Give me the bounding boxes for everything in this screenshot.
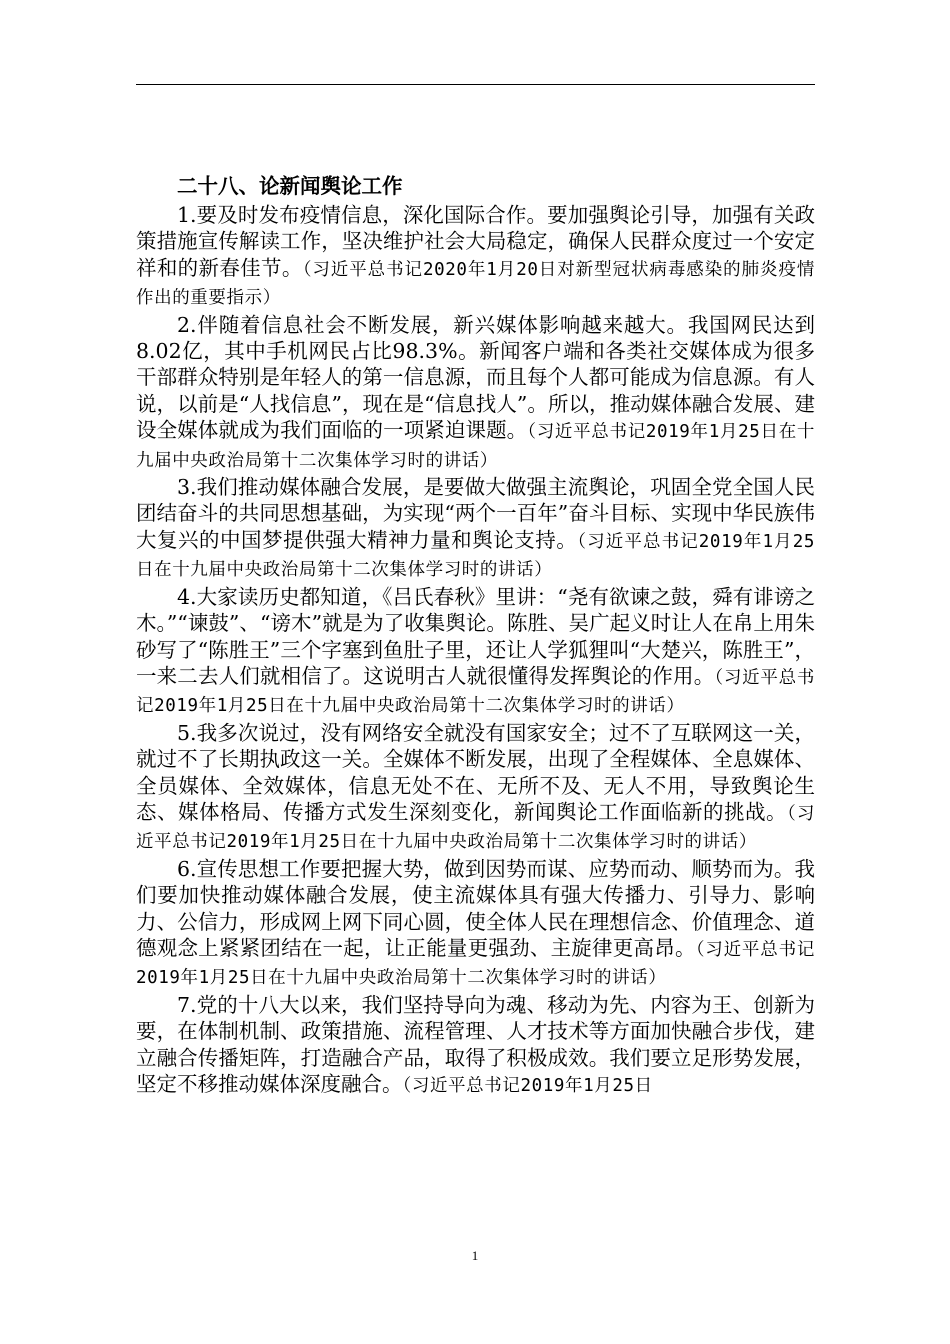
paragraph-6 [136,856,815,992]
paragraph-text: 3.我们推动媒体融合发展，是要做大做强主流舆论，巩固全党全国人民团结奋斗的共同思想基础，为实现“两个一百年”奋斗目标、实现中华民族伟大复兴的中国梦提供强大精神力量和舆论支持。 [136,475,815,552]
paragraph-text: 6.宣传思想工作要把握大势，做到因势而谋、应势而动、顺势而为。我们要加快推动媒体融合发展，使主流媒体具有强大传播力、引导力、影响力、公信力，形成网上网下同心圆，使全体人民在理想信念、价值理念、道德观念上紧紧团结在一起，让正能量更强劲、主旋律更高昂。 [136,856,815,960]
paragraph-5 [136,720,815,856]
paragraph-citation: （习近平总书记2019年1月25日在十九届中央政治局第十二次集体学习时的讲话） [136,667,816,717]
paragraph-7 [136,992,815,1100]
paragraph-text: 1.要及时发布疫情信息，深化国际合作。要加强舆论引导，加强有关政策措施宣传解读工作，坚决维护社会大局稳定，确保人民群众度过一个安定祥和的新春佳节。 [136,203,815,280]
paragraph-text: 7.党的十八大以来，我们坚持导向为魂、移动为先、内容为王、创新为要，在体制机制、政策措施、流程管理、人才技术等方面加快融合步伐，建立融合传播矩阵，打造融合产品，取得了积极成效。我们要立足形势发展，坚定不移推动媒体深度融合。 [136,992,815,1096]
paragraph-citation: （习近平总书记2020年1月20日对新型冠状病毒感染的肺炎疫情作出的重要指示） [136,259,815,309]
paragraph-citation: （习近平总书记2019年1月25日在十九届中央政治局第十二次集体学习时的讲话） [136,939,816,989]
paragraph-3 [136,474,815,584]
paragraph-citation: （习近平总书记2019年1月25日在十九届中央政治局第十二次集体学习时的讲话） [136,422,815,471]
paragraph-2 [136,312,815,474]
document-body [136,170,815,1099]
paragraph-text: 2.伴随着信息社会不断发展，新兴媒体影响越来越大。我国网民达到8.02亿，其中手机网民占比98.3%。新闻客户端和各类社交媒体成为很多干部群众特别是年轻人的第一信息源，而且每个人都可能成为信息源。有人说，以前是“人找信息”，现在是“信息找人”。所以，推动媒体融合发展、建设全媒体就成为我们面临的一项紧迫课题。 [136,312,815,443]
paragraph-text: 4.大家读历史都知道，《吕氏春秋》里讲：“尧有欲谏之鼓，舜有诽谤之木。”“谏鼓”、“谤木”就是为了收集舆论。陈胜、吴广起义时让人在帛上用朱砂写了“陈胜王”三个字塞到鱼肚子里，还让人学狐狸叫“大楚兴，陈胜王”，一来二去人们就相信了。这说明古人就很懂得发挥舆论的作用。 [136,584,815,688]
paragraph-1 [136,202,815,312]
paragraph-citation: （习近平总书记2019年1月25日在十九届中央政治局第十二次集体学习时的讲话） [136,803,815,853]
paragraph-citation: （习近平总书记2019年1月25日 [402,1076,653,1096]
section-title: 二十八、论新闻舆论工作 [177,174,403,198]
page-number: 1 [471,1248,479,1263]
paragraph-text: 5.我多次说过，没有网络安全就没有国家安全；过不了互联网这一关，就过不了长期执政这一关。全媒体不断发展，出现了全程媒体、全息媒体、全员媒体、全效媒体，信息无处不在、无所不及、无人不用，导致舆论生态、媒体格局、传播方式发生深刻变化，新闻舆论工作面临新的挑战。 [136,720,815,824]
header-rule [136,84,815,85]
paragraph-citation: （习近平总书记2019年1月25日在十九届中央政治局第十二次集体学习时的讲话） [136,531,816,581]
paragraph-4 [136,584,815,720]
